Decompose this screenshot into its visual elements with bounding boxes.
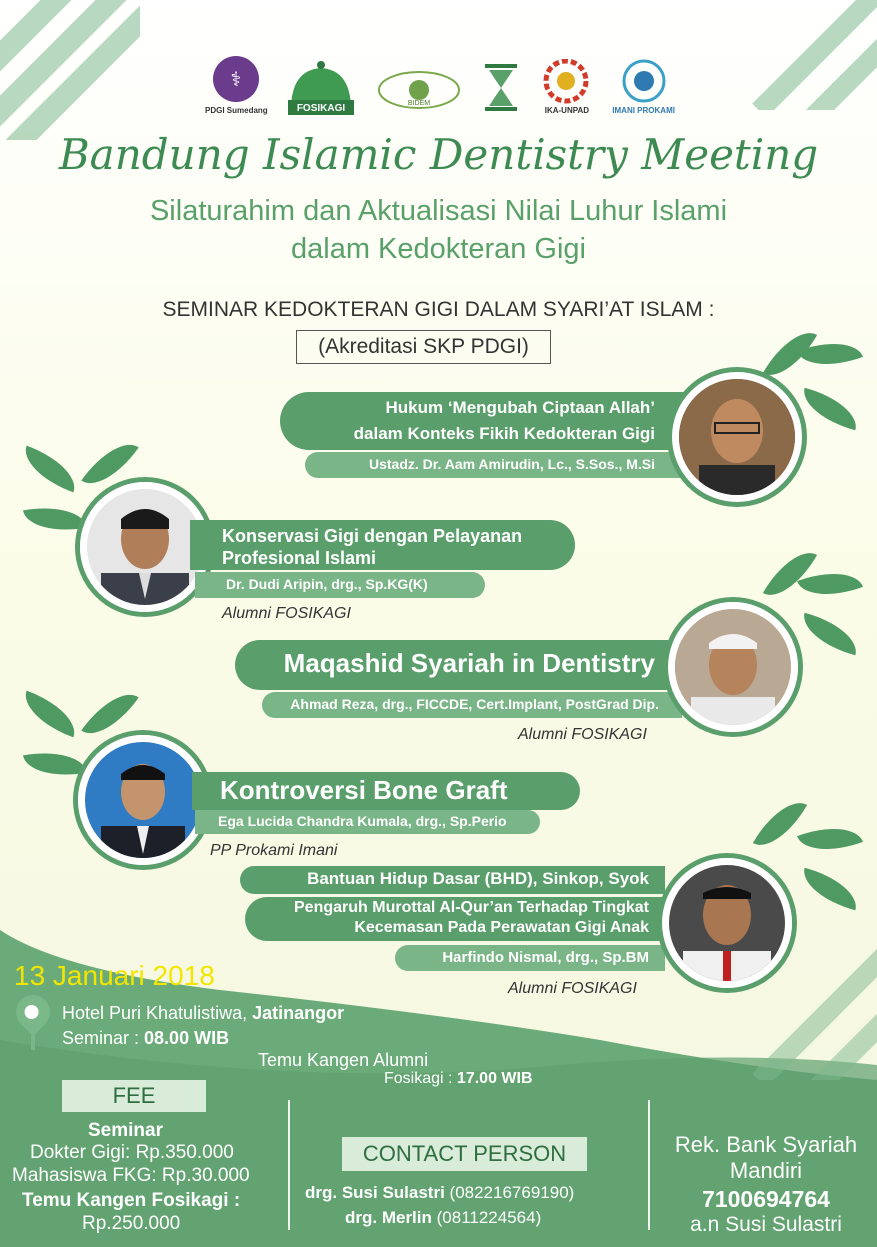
leaf-icon [797, 388, 862, 431]
session-1-speaker: Ustadz. Dr. Aam Amirudin, Lc., S.Sos., M.Si [368, 456, 655, 472]
session-3-affiliation: Alumni FOSIKAGI [518, 726, 647, 743]
session-5-topic-line3: Kecemasan Pada Perawatan Gigi Anak [354, 919, 649, 936]
location-pin-tail [31, 1024, 35, 1050]
leaf-icon [17, 446, 83, 493]
divider [648, 1100, 650, 1230]
svg-text:BIDEM: BIDEM [407, 100, 430, 107]
svg-text:⚕: ⚕ [230, 67, 242, 91]
divider [288, 1100, 290, 1230]
leaf-icon [23, 745, 87, 783]
bank-info: Rek. Bank Syariah Mandiri 7100694764 a.n Susi Sulastri [655, 1132, 877, 1237]
fee-dentist: Dokter Gigi: Rp.350.000 [30, 1142, 234, 1163]
speaker-1-photo [672, 372, 802, 502]
seminar-heading: SEMINAR KEDOKTERAN GIGI DALAM SYARI’AT ISLAM : [162, 298, 715, 321]
hourglass-logo [481, 60, 521, 115]
reunion-line1: Temu Kangen Alumni [258, 1050, 429, 1070]
leaf-icon [23, 500, 87, 538]
fee-student: Mahasiswa FKG: Rp.30.000 [12, 1165, 250, 1186]
fee-reunion-title: Temu Kangen Fosikagi : [22, 1190, 241, 1211]
event-date: 13 Januari 2018 [14, 960, 215, 991]
contact-person-2: drg. Merlin (0811224564) [345, 1208, 542, 1227]
fee-header: FEE [62, 1080, 206, 1112]
venue: Hotel Puri Khatulistiwa, Jatinangor [62, 1003, 345, 1023]
leaf-icon [763, 541, 817, 607]
session-5-topic-line2: Pengaruh Murottal Al-Qur’an Terhadap Tingkat [294, 899, 649, 916]
reunion-time: Fosikagi : 17.00 WIB [384, 1070, 533, 1087]
bank-account-number: 7100694764 [702, 1186, 830, 1212]
session-5-affiliation: Alumni FOSIKAGI [508, 980, 637, 997]
session-4-affiliation: PP Prokami Imani [210, 842, 338, 859]
pdgi-sumedang-logo: ⚕ PDGI Sumedang [205, 54, 268, 115]
accreditation-box: (Akreditasi SKP PDGI) [296, 330, 551, 364]
session-3-topic: Maqashid Syariah in Dentistry [283, 648, 655, 678]
top-right-stripes [730, 0, 877, 110]
ika-unpad-logo: IKA-UNPAD [539, 59, 594, 115]
top-left-stripes [0, 0, 140, 140]
sponsor-logos [205, 40, 675, 115]
session-2-speaker: Dr. Dudi Aripin, drg., Sp.KG(K) [226, 576, 428, 592]
contact-person-1: drg. Susi Sulastri (082216769190) [305, 1183, 575, 1202]
session-4-speaker: Ega Lucida Chandra Kumala, drg., Sp.Perio [218, 813, 507, 829]
leaf-icon [797, 816, 863, 863]
leaf-icon [797, 868, 862, 911]
session-2-topic-line1: Konservasi Gigi dengan Pelayanan [222, 526, 523, 546]
fee-reunion-price: Rp.250.000 [82, 1213, 181, 1234]
bidem-logo [374, 60, 464, 115]
session-1-topic-line1: Hukum ‘Mengubah Ciptaan Allah’ [385, 398, 655, 417]
event-title: Bandung Islamic Dentistry Meeting [58, 130, 819, 179]
session-1-topic-line2: dalam Konteks Fikih Kedokteran Gigi [353, 424, 655, 443]
leaf-icon [797, 613, 862, 656]
contact-header: CONTACT PERSON [342, 1137, 587, 1171]
speaker-4-photo [78, 735, 208, 865]
session-2-topic-line2: Profesional Islami [222, 548, 377, 568]
session-5-topic-line1: Bantuan Hidup Dasar (BHD), Sinkop, Syok [307, 869, 649, 888]
imani-prokami-logo: IMANI PROKAMI [612, 59, 675, 115]
event-subtitle: Silaturahim dan Aktualisasi Nilai Luhur Islami dalam Kedokteran Gigi [149, 195, 728, 265]
session-2-affiliation: Alumni FOSIKAGI [222, 605, 351, 622]
seminar-time: Seminar : 08.00 WIB [62, 1028, 230, 1048]
svg-text:FOSIKAGI: FOSIKAGI [296, 103, 345, 114]
leaf-icon [753, 791, 807, 857]
bottom-right-stripes [740, 940, 877, 1080]
speaker-3-photo [668, 602, 798, 732]
fee-seminar-title: Seminar [88, 1120, 163, 1141]
leaf-icon [17, 691, 83, 738]
session-3-speaker: Ahmad Reza, drg., FICCDE, Cert.Implant, PostGrad Dip. [290, 696, 659, 712]
session-5-speaker: Harfindo Nismal, drg., Sp.BM [442, 949, 649, 966]
session-4-topic: Kontroversi Bone Graft [220, 775, 508, 805]
fosikagi-logo [286, 60, 356, 115]
